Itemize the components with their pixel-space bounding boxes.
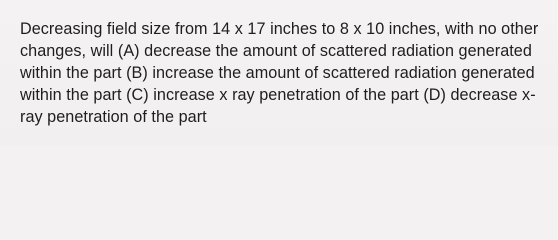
question-text: Decreasing field size from 14 x 17 inches to 8 x 10 inches, with no other changes, will (A) decrease the amount of scattered radiation generated within the part (B) increase the amount of scattered radiation generated within the part (C) increase x ray penetration of the part (D) decrease x-ray penetration of the part (20, 20, 539, 126)
